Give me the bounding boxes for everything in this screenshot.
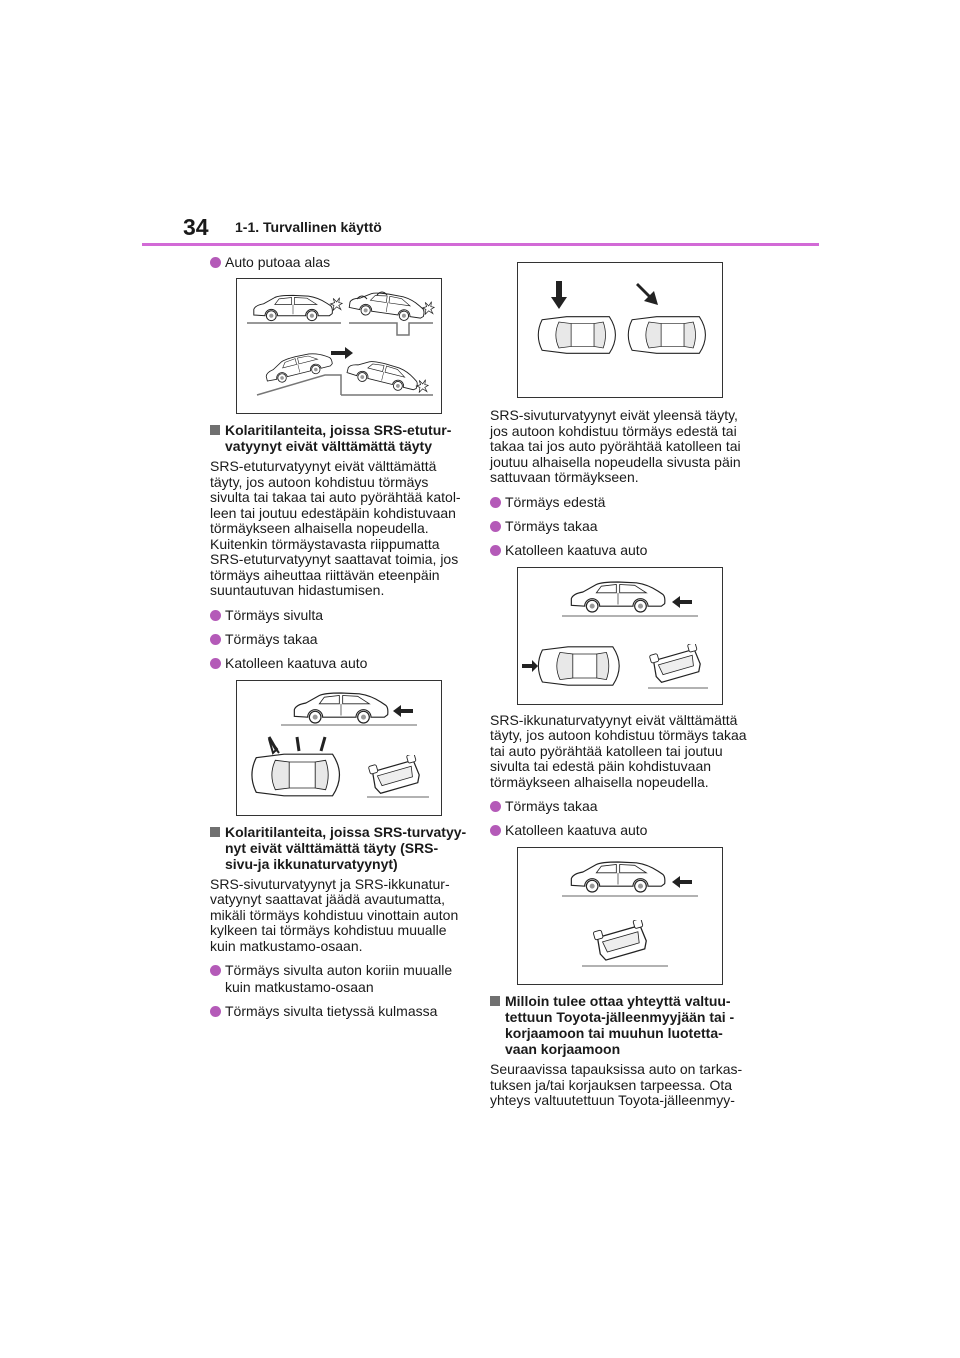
bullet-item <box>210 607 470 624</box>
left-column <box>210 254 470 1027</box>
bullet-text: Törmäys edestä <box>505 493 606 510</box>
section-heading-text: Kolaritilanteita, joissa SRS-turvatyy-nyt eivät välttämättä täyty (SRS-sivu-ja ikkunaturvatyynyt) <box>225 823 467 872</box>
bullet-text: Katolleen kaatuva auto <box>225 654 368 671</box>
bullet-dot-icon <box>210 658 221 669</box>
paragraph: Seuraavissa tapauksissa auto on tarkas-tuksen ja/tai korjauksen tarpeessa. Ota yhteys valtuutettuun Toyota-jälleenmyy- <box>490 1061 743 1108</box>
bullet-item <box>490 822 750 839</box>
bullet-dot-icon <box>210 1006 221 1017</box>
right-column <box>490 262 750 1117</box>
bullet-dot-icon <box>490 801 501 812</box>
bullet-item <box>490 518 750 535</box>
header-rule <box>142 243 819 246</box>
section-heading <box>490 993 750 1057</box>
page-number: 34 <box>183 214 209 240</box>
bullet-dot-icon <box>210 610 221 621</box>
bullet-dot-icon <box>490 545 501 556</box>
section-square-icon <box>490 996 500 1006</box>
bullet-text: Törmäys sivulta auton koriin muualle kuin matkustamo-osaan <box>225 962 453 995</box>
bullet-item <box>210 962 470 996</box>
bullet-text: Katolleen kaatuva auto <box>505 541 648 558</box>
paragraph: SRS-ikkunaturvatyynyt eivät välttämättä täyty, jos autoon kohdistuu törmäys takaa tai auto pyörähtää katolleen tai joutuu sivulta tai edestä päin kohdistuvaan törmäykseen alhaisella nopeudella. <box>490 711 747 790</box>
bullet-dot-icon <box>490 497 501 508</box>
paragraph: SRS-sivuturvatyynyt ja SRS-ikkunatur-vatyynyt saattavat jäädä avautumatta, mikäli törmäys kohdistuu vinottain auton kylkeen tai törmäys kohdistuu muualle kuin matkustamo-osaan. <box>210 875 459 954</box>
bullet-text: Törmäys sivulta <box>225 606 324 623</box>
bullet-item <box>490 494 750 511</box>
figure-front-rear-rollover <box>517 567 723 705</box>
chapter-title: 1-1. Turvallinen käyttö <box>235 219 382 235</box>
bullet-dot-icon <box>210 634 221 645</box>
bullet-item <box>210 254 470 271</box>
figure-rear-rollover <box>517 847 723 985</box>
bullet-text: Törmäys sivulta tietyssä kulmassa <box>225 1003 438 1019</box>
section-square-icon <box>210 827 220 837</box>
bullet-item <box>210 1003 470 1020</box>
bullet-item <box>490 542 750 559</box>
bullet-item <box>490 798 750 815</box>
bullet-item <box>210 655 470 672</box>
bullet-dot-icon <box>490 825 501 836</box>
section-heading <box>210 422 470 454</box>
figure-side-impacts-top <box>517 262 723 398</box>
bullet-dot-icon <box>210 257 221 268</box>
bullet-dot-icon <box>210 965 221 976</box>
section-heading <box>210 824 470 872</box>
paragraph: SRS-sivuturvatyynyt eivät yleensä täyty, jos autoon kohdistuu törmäys edestä tai takaa tai jos auto pyörähtää katolleen tai joutuu alhaisella nopeudella sivusta päin sattuvaan törmäykseen. <box>490 407 741 485</box>
bullet-item <box>210 631 470 648</box>
section-heading-text: Milloin tulee ottaa yhteyttä valtuu-tettuun Toyota-jälleenmyyjään tai -korjaamoon tai muuhun luotetta-vaan korjaamoon <box>505 993 735 1057</box>
figure-falling-car <box>236 278 442 414</box>
bullet-text: Törmäys takaa <box>505 798 598 814</box>
bullet-text: Katolleen kaatuva auto <box>505 822 648 838</box>
bullet-text: Auto putoaa alas <box>225 254 331 270</box>
bullet-text: Törmäys takaa <box>225 630 318 647</box>
section-heading-text: Kolaritilanteita, joissa SRS-etutur-vatyynyt eivät välttämättä täyty <box>225 422 452 454</box>
bullet-text: Törmäys takaa <box>505 517 598 534</box>
figure-side-rear-rollover <box>236 680 442 816</box>
section-square-icon <box>210 425 220 435</box>
paragraph: SRS-etuturvatyynyt eivät välttämättä täyty, jos autoon kohdistuu törmäys sivulta tai takaa tai auto pyörähtää katol-leen tai joutuu edestäpäin kohdistuvaan törmäykseen alhaisella nopeudella. Kuitenkin törmäystavasta riippumatta SRS-etuturvatyynyt saattavat toimia, jos törmäys aiheuttaa riittävän eteenpäin suuntautuvan hidastumisen. <box>210 458 461 598</box>
bullet-dot-icon <box>490 521 501 532</box>
